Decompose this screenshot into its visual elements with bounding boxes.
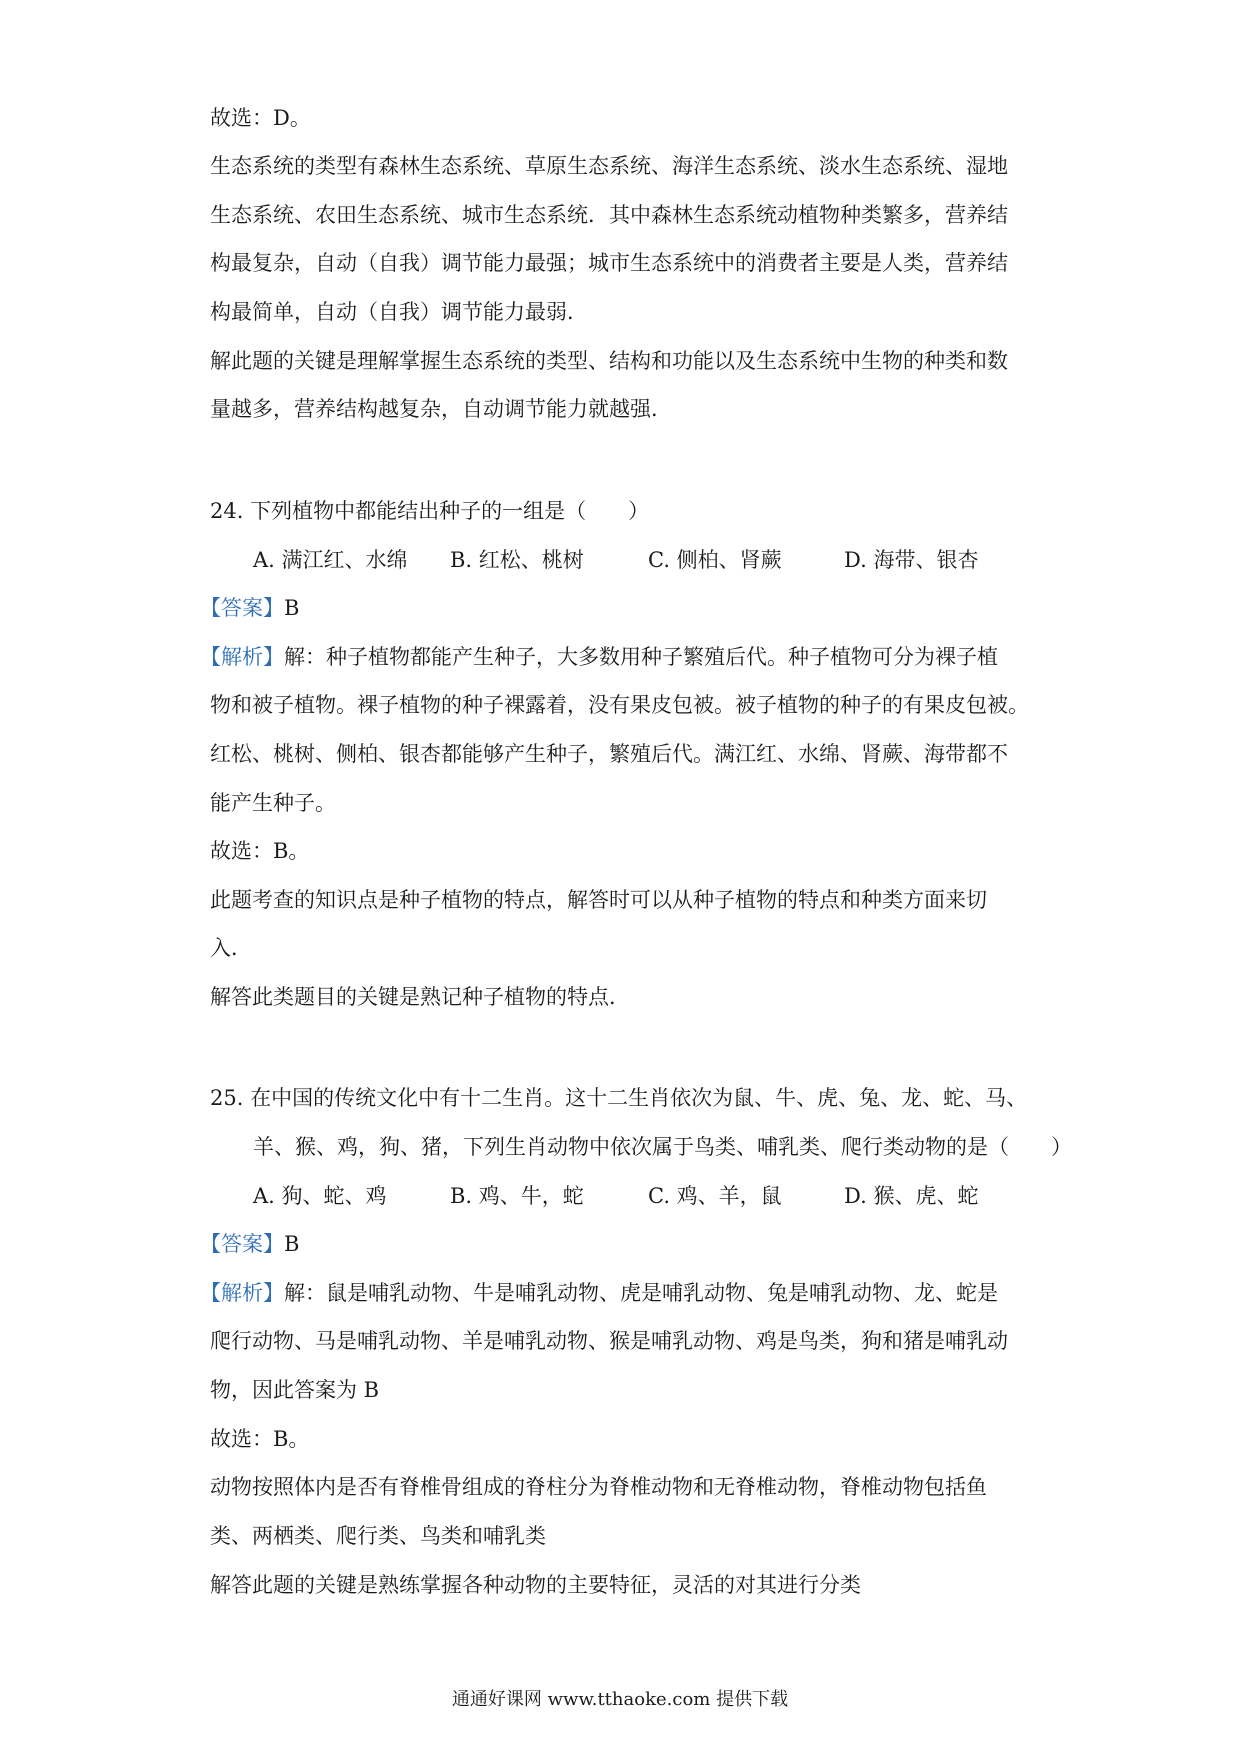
q25-analysis-line: 物，因此答案为 B xyxy=(210,1378,380,1402)
q24-option-d: D. 海带、银杏 xyxy=(844,548,979,572)
q24-analysis-line: 物和被子植物。裸子植物的种子裸露着，没有果皮包被。被子植物的种子的有果皮包被。 xyxy=(210,693,1029,717)
page-footer: 通通好课网 www.tthaoke.com 提供下载 xyxy=(451,1689,789,1710)
paragraph-line: 生态系统、农田生态系统、城市生态系统．其中森林生态系统动植物种类繁多，营养结 xyxy=(210,203,1008,227)
answer-tag: 【答案】 xyxy=(200,596,284,620)
q24-choice: 故选：B。 xyxy=(210,839,310,863)
analysis-text: 解：鼠是哺乳动物、牛是哺乳动物、虎是哺乳动物、兔是哺乳动物、龙、蛇是 xyxy=(284,1281,998,1305)
q25-answer xyxy=(200,1230,1030,1258)
q24-note-line: 解答此类题目的关键是熟记种子植物的特点． xyxy=(210,985,630,1009)
question-25-stem: 25. 在中国的传统文化中有十二生肖。这十二生肖依次为鼠、牛、虎、兔、龙、蛇、马、 xyxy=(210,1086,1028,1110)
q24-note-line: 入． xyxy=(210,936,252,960)
paragraph-line: 构最简单，自动（自我）调节能力最弱． xyxy=(210,300,588,324)
q25-analysis-line xyxy=(200,1279,1030,1307)
q24-analysis-line: 能产生种子。 xyxy=(210,791,336,815)
q24-answer xyxy=(200,594,1030,622)
q25-choice: 故选：B。 xyxy=(210,1427,310,1451)
paragraph-line: 量越多，营养结构越复杂，自动调节能力就越强． xyxy=(210,397,672,421)
analysis-tag: 【解析】 xyxy=(200,645,284,669)
q25-note-line: 类、两栖类、爬行类、鸟类和哺乳类 xyxy=(210,1524,546,1548)
q24-option-a: A. 满江红、水绵 xyxy=(253,548,408,572)
question-24-stem: 24. 下列植物中都能结出种子的一组是（ ） xyxy=(210,499,650,523)
analysis-text: 解：种子植物都能产生种子，大多数用种子繁殖后代。种子植物可分为裸子植 xyxy=(284,645,998,669)
q25-option-b: B. 鸡、牛，蛇 xyxy=(450,1184,584,1208)
paragraph-line: 解此题的关键是理解掌握生态系统的类型、结构和功能以及生态系统中生物的种类和数 xyxy=(210,349,1008,373)
answer-value: B xyxy=(284,596,300,620)
q24-option-b: B. 红松、桃树 xyxy=(450,548,584,572)
answer-value: B xyxy=(284,1232,300,1256)
question-25-stem: 羊、猴、鸡，狗、猪，下列生肖动物中依次属于鸟类、哺乳类、爬行类动物的是（ ） xyxy=(253,1135,1072,1159)
q25-option-d: D. 猴、虎、蛇 xyxy=(844,1184,979,1208)
paragraph-line: 生态系统的类型有森林生态系统、草原生态系统、海洋生态系统、淡水生态系统、湿地 xyxy=(210,154,1008,178)
q24-analysis-line: 红松、桃树、侧柏、银杏都能够产生种子，繁殖后代。满江红、水绵、肾蕨、海带都不 xyxy=(210,742,1008,766)
q24-analysis-line xyxy=(200,643,1030,671)
q24-note-line: 此题考查的知识点是种子植物的特点，解答时可以从种子植物的特点和种类方面来切 xyxy=(210,888,987,912)
q25-option-a: A. 狗、蛇、鸡 xyxy=(253,1184,387,1208)
choice-d-line: 故选：D。 xyxy=(210,106,311,130)
q24-option-c: C. 侧柏、肾蕨 xyxy=(648,548,782,572)
q25-option-c: C. 鸡、羊，鼠 xyxy=(648,1184,782,1208)
answer-tag: 【答案】 xyxy=(200,1232,284,1256)
analysis-tag: 【解析】 xyxy=(200,1281,284,1305)
q25-analysis-line: 爬行动物、马是哺乳动物、羊是哺乳动物、猴是哺乳动物、鸡是鸟类，狗和猪是哺乳动 xyxy=(210,1329,1008,1353)
q25-note-line: 解答此题的关键是熟练掌握各种动物的主要特征，灵活的对其进行分类 xyxy=(210,1573,861,1597)
paragraph-line: 构最复杂，自动（自我）调节能力最强；城市生态系统中的消费者主要是人类，营养结 xyxy=(210,251,1008,275)
q25-note-line: 动物按照体内是否有脊椎骨组成的脊柱分为脊椎动物和无脊椎动物，脊椎动物包括鱼 xyxy=(210,1475,987,1499)
